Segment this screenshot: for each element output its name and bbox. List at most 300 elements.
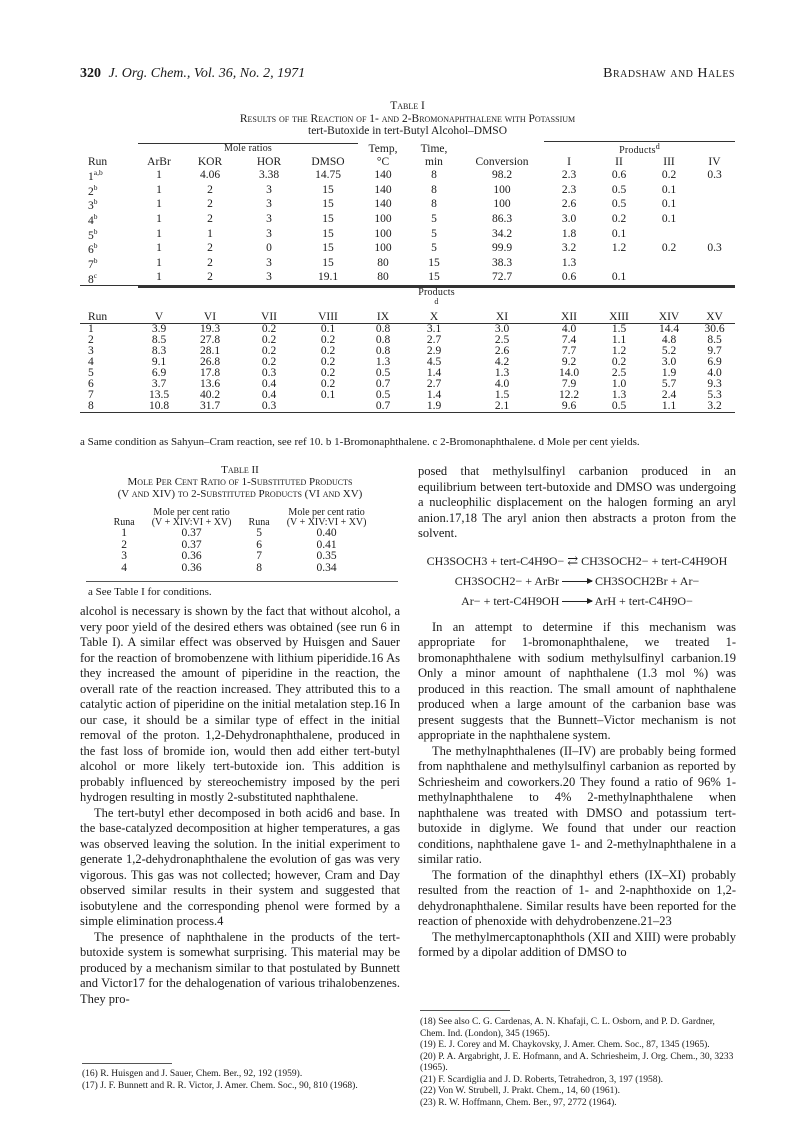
table-cell: 2.6 xyxy=(561,198,577,211)
table-cell: 0.37 xyxy=(181,538,202,551)
table1-footnote: a Same condition as Sahyun–Cram reaction, see ref 10. b 1-Bromonaphthalene. c 2-Bromonaphthalene. d Mole per cent yields. xyxy=(80,436,640,448)
table-cell: 38.3 xyxy=(491,256,513,269)
table-cell: 1.2 xyxy=(611,242,627,255)
paragraph: In an attempt to determine if this mechanism was appropriate for 1-bromonaphthalene, we treated 1-bromonaphthalene with sodium methylsulfinyl carbanion.19 Only a minor amount of naphthalene (1.3 mol %) was produced in this reaction. The small amount of naphthalene produced when a large amount of the carbanion base was present suggests that the Bunnett–Victor mechanism is not appropriate in the naphthalene system. xyxy=(418,619,736,742)
column-header: XV xyxy=(706,311,723,324)
table-cell: 30.6 xyxy=(704,323,725,336)
table1-body xyxy=(80,141,735,413)
mole-ratios-group: Mole ratios xyxy=(138,141,358,157)
table-cell: 6.9 xyxy=(151,367,167,380)
table-cell: 1.8 xyxy=(561,227,577,240)
table-cell: 0.2 xyxy=(261,323,277,336)
column-header: XI xyxy=(495,311,509,324)
table-cell: 15 xyxy=(428,256,440,269)
table1-header-row xyxy=(80,312,735,324)
table-cell: 19.1 xyxy=(317,271,339,284)
column-header: V xyxy=(154,311,164,324)
running-header xyxy=(80,66,735,86)
table-cell: 8 xyxy=(431,169,437,182)
table-cell: 5 xyxy=(431,242,437,255)
table-cell: 4.0 xyxy=(707,367,722,380)
table-cell: 0.2 xyxy=(261,334,277,347)
table-cell: 3 xyxy=(121,550,127,562)
table-cell: 14.75 xyxy=(315,169,341,182)
table-cell: 0.41 xyxy=(316,538,337,551)
column-header: I xyxy=(567,156,571,169)
table-cell: 5 xyxy=(256,527,262,539)
table-row xyxy=(80,183,735,198)
table-cell: 3.7 xyxy=(151,378,167,391)
table-cell xyxy=(694,183,735,198)
table-cell: 3 xyxy=(266,198,272,211)
table-cell: 1 xyxy=(207,227,213,240)
table-cell: 34.2 xyxy=(491,227,513,240)
table-cell: 1 xyxy=(156,256,162,269)
paragraph: The methylmercaptonaphthols (XII and XIII) were probably formed by a dipolar addition of DMSO to xyxy=(418,929,736,959)
column-header: XIV xyxy=(658,311,680,324)
table-row xyxy=(80,346,735,357)
table-cell xyxy=(298,401,358,413)
table-cell: 1 xyxy=(88,323,94,336)
table-cell: 15 xyxy=(322,198,334,211)
table-cell: 0.8 xyxy=(375,334,391,347)
table1 xyxy=(80,141,735,413)
table-cell: 0.35 xyxy=(316,550,337,562)
table-row xyxy=(80,390,735,401)
table-cell: 99.9 xyxy=(491,242,513,255)
table-cell: 3 xyxy=(88,345,94,358)
table-cell: 3.2 xyxy=(707,400,722,413)
table-cell: 0.6 xyxy=(561,271,577,284)
table-cell: 2$^b$ xyxy=(88,182,98,198)
table-cell: 72.7 xyxy=(491,271,513,284)
table-cell: 140 xyxy=(374,169,392,182)
table-row xyxy=(110,551,380,563)
table-cell xyxy=(644,271,694,286)
table-cell: 4 xyxy=(121,561,127,574)
table-cell: 27.8 xyxy=(199,334,221,347)
table2-body xyxy=(110,528,380,574)
table1-group-header xyxy=(80,141,735,157)
table-cell: 31.7 xyxy=(199,400,221,413)
table-cell: 8 xyxy=(431,183,437,196)
table-cell: 5.3 xyxy=(707,389,722,402)
column-header: Run xyxy=(88,156,108,169)
table-cell: 3 xyxy=(266,256,272,269)
table-cell xyxy=(694,271,735,286)
table-cell: 98.2 xyxy=(491,169,513,182)
table-cell: 1 xyxy=(156,212,162,225)
paragraph: posed that methylsulfinyl carbanion produced in an equilibrium between tert-butoxide and DMSO was undergoing a nucleophilic displacement on the halogen forming an aryl anion.17,18 The aryl anion then abstracts a proton from the solvent. xyxy=(418,464,736,540)
table-cell: 0.4 xyxy=(261,389,277,402)
table-cell: 0.4 xyxy=(261,378,277,391)
table-cell: 4.5 xyxy=(426,356,442,369)
table-cell: 0.2 xyxy=(661,169,677,182)
table-cell: 2.3 xyxy=(561,183,577,196)
table-cell: 15 xyxy=(322,256,334,269)
table-cell: 0.37 xyxy=(181,527,202,539)
table2-header-ratio-formula: (V + XIV:VI + XV) xyxy=(151,517,232,528)
table-cell: 0.3 xyxy=(261,400,277,413)
table-row xyxy=(80,401,735,413)
column-header: Conversion xyxy=(475,156,529,169)
table-cell: 4.8 xyxy=(661,334,677,347)
table-cell: 3.9 xyxy=(151,323,167,336)
table-row xyxy=(110,528,380,540)
table2-title-line1: Mole Per Cent Ratio of 1-Substituted Products xyxy=(127,476,353,488)
table-cell: 100 xyxy=(374,227,392,240)
left-references xyxy=(82,1069,402,1092)
table-cell: 3 xyxy=(266,183,272,196)
table-cell: 4.06 xyxy=(199,169,221,182)
table-cell: 14.4 xyxy=(658,323,680,336)
table-cell: 1.1 xyxy=(611,334,627,347)
table-cell: 2 xyxy=(207,242,213,255)
table1-group-header-2 xyxy=(80,286,735,313)
table-cell: 2.1 xyxy=(494,400,510,413)
table-cell: 100 xyxy=(374,212,392,225)
column-header: X xyxy=(429,311,439,324)
table-cell: 8.3 xyxy=(151,345,167,358)
table-cell: 140 xyxy=(374,183,392,196)
table-cell: 1.2 xyxy=(611,345,627,358)
table-cell: 3.2 xyxy=(561,242,577,255)
table-cell: 1.9 xyxy=(426,400,442,413)
table2-header-ratio: Mole per cent ratio xyxy=(153,507,230,518)
table-cell: 2.4 xyxy=(661,389,677,402)
table2-footnote: a See Table I for conditions. xyxy=(88,586,212,598)
table-cell: 6 xyxy=(256,538,262,551)
table-cell: 8.5 xyxy=(151,334,167,347)
reference-item: (16) R. Huisgen and J. Sauer, Chem. Ber., 92, 192 (1959). xyxy=(82,1069,303,1079)
table-cell: 0.1 xyxy=(661,198,677,211)
right-column-text xyxy=(418,464,736,961)
column-header: III xyxy=(663,156,675,169)
reaction-equations xyxy=(418,551,736,611)
column-header: VIII xyxy=(318,311,338,324)
table-cell: 3$^b$ xyxy=(88,197,98,213)
table-cell: 0.5 xyxy=(611,183,627,196)
table2-caption xyxy=(80,464,400,500)
table1-title-line2: tert-Butoxide in tert-Butyl Alcohol–DMSO xyxy=(308,125,507,137)
table-cell: 3.38 xyxy=(258,169,280,182)
table1-label: Table I xyxy=(390,100,425,112)
table-cell: 15 xyxy=(322,242,334,255)
table-cell: 0.2 xyxy=(320,356,336,369)
column-header: DMSO xyxy=(311,156,345,169)
table2-label: Table II xyxy=(221,464,259,476)
table-cell: 0.1 xyxy=(661,212,677,225)
table-cell: 8 xyxy=(256,561,262,574)
table-cell: 2 xyxy=(88,334,94,347)
table-cell: 1.1 xyxy=(661,400,677,413)
table-cell: 0.1 xyxy=(611,271,627,284)
table-cell xyxy=(694,212,735,227)
table-row xyxy=(80,197,735,212)
table-cell: 7.4 xyxy=(561,334,577,347)
table-cell: 7.7 xyxy=(561,345,577,358)
table-cell: 80 xyxy=(377,271,389,284)
table-cell: 9.3 xyxy=(707,378,722,391)
table-row xyxy=(80,335,735,346)
table-cell: 0.6 xyxy=(611,169,627,182)
table-row xyxy=(80,324,735,336)
table-cell: 0.5 xyxy=(375,389,391,402)
table-cell: 1 xyxy=(156,271,162,284)
table-row xyxy=(80,227,735,242)
table-cell: 0.7 xyxy=(375,378,391,391)
table-cell: 0.34 xyxy=(316,561,337,574)
table1-title-line1: Results of the Reaction of 1- and 2-Bromonaphthalene with Potassium xyxy=(239,112,576,125)
table-cell: 1.9 xyxy=(661,367,677,380)
table-cell: 2.7 xyxy=(426,378,442,391)
equation-3: Ar− + tert-C4H9OH ArH + tert-C4H9O− xyxy=(461,593,693,608)
table-cell: 2.9 xyxy=(426,345,442,358)
reference-item: (18) See also C. G. Cardenas, A. N. Khafaji, C. L. Osborn, and P. D. Gardner, Chem. Ind. (London), 345 (1965). xyxy=(420,1017,715,1039)
table-row xyxy=(80,357,735,368)
time-header: Time, xyxy=(420,142,448,155)
table-cell: 7$^b$ xyxy=(88,255,98,271)
footnote-rule xyxy=(420,1010,510,1011)
table-cell: 1.5 xyxy=(494,389,510,402)
table-cell: 15 xyxy=(322,183,334,196)
table-cell: 0.2 xyxy=(611,212,627,225)
table-cell: 10.8 xyxy=(148,400,170,413)
table2-header-run: Runa xyxy=(248,517,270,528)
table2-header-ratio-formula: (V + XIV:VI + XV) xyxy=(286,517,367,528)
table-cell: 80 xyxy=(377,256,389,269)
reference-item: (17) J. F. Bunnett and R. R. Victor, J. Amer. Chem. Soc., 90, 810 (1968). xyxy=(82,1080,358,1091)
temp-header: Temp, xyxy=(368,142,398,155)
column-header: XII xyxy=(561,311,577,324)
table-cell: 26.8 xyxy=(199,356,221,369)
table-cell: 5 xyxy=(88,367,94,380)
table-cell: 0.40 xyxy=(316,527,337,539)
table-cell: 1 xyxy=(156,183,162,196)
table2-bottom-rule xyxy=(86,581,398,582)
table-cell xyxy=(694,256,735,271)
right-references xyxy=(420,1017,738,1109)
table-cell: 9.6 xyxy=(561,400,577,413)
table-cell: 2 xyxy=(207,271,213,284)
table2-header-run: Runa xyxy=(113,517,135,528)
table-cell: 86.3 xyxy=(491,212,513,225)
table-cell: 2.5 xyxy=(494,334,510,347)
journal-citation: J. Org. Chem., Vol. 36, No. 2, 1971 xyxy=(108,66,306,81)
table-cell: 0.2 xyxy=(320,345,336,358)
table-cell: 3.1 xyxy=(426,323,442,336)
table-cell: 1.3 xyxy=(375,356,391,369)
table-cell: 2.3 xyxy=(561,169,577,182)
reference-item: (19) E. J. Corey and M. Chaykovsky, J. Amer. Chem. Soc., 87, 1345 (1965). xyxy=(420,1040,710,1050)
table-cell: 100 xyxy=(374,242,392,255)
table-cell: 0.2 xyxy=(320,378,336,391)
table-cell: 8 xyxy=(88,400,94,413)
column-header: min xyxy=(425,156,443,169)
table-cell xyxy=(694,197,735,212)
table-cell: 1 xyxy=(121,527,127,539)
column-header: XIII xyxy=(609,311,629,324)
paragraph: The methylnaphthalenes (II–IV) are probably being formed from naphthalene and methylsulfinyl carbanion as reported by Schriesheim and coworkers.20 They found a ratio of 96% 1-methylnaphthalene to 4% 2-methylnaphthalene when naphthalene was treated with DMSO and potassium tert-butoxide in diglyme. We found that under our reaction conditions, naphthalene gave 1- and 2-methylnaphthalene in a similar ratio. xyxy=(418,743,736,866)
table-cell: 0.2 xyxy=(611,356,627,369)
table-cell: 140 xyxy=(374,198,392,211)
table-cell: 28.1 xyxy=(199,345,221,358)
table-cell: 2 xyxy=(207,183,213,196)
table-cell: 100 xyxy=(493,198,511,211)
table-cell: 0.5 xyxy=(611,198,627,211)
table-cell: 9.7 xyxy=(707,345,722,358)
table-cell xyxy=(594,256,644,271)
reference-item: (20) P. A. Argabright, J. E. Hofmann, and A. Schriesheim, J. Org. Chem., 30, 3233 (1965). xyxy=(420,1051,734,1073)
table-cell: 1 xyxy=(156,227,162,240)
table-cell: 0.2 xyxy=(320,334,336,347)
table-cell: 4$^b$ xyxy=(88,212,98,227)
table1-caption xyxy=(80,100,735,138)
table-cell: 3 xyxy=(266,271,272,284)
table-cell: 1.4 xyxy=(426,367,442,380)
table-cell: 3.0 xyxy=(661,356,677,369)
table-cell: 1.4 xyxy=(426,389,442,402)
table-cell: 15 xyxy=(322,212,334,225)
paragraph: alcohol is necessary is shown by the fact that without alcohol, a very poor yield of the desired ethers was obtained (see run 6 in Table I). A similar effect was observed by Huisgen and Sauer for the reaction of bromobenzene with lithium piperidide.16 As they increased the amount of piperidine in the reaction, the overall rate of the reaction increased. They attributed this to a catalytic action of piperidine on the initial metalation step.16 In our case, it should be a similar type of effect in the initial removal of the proton. 1,2-Dehydronaphthalene, produced in the fast loss of bromide ion, would then add either tert-butyl alcohol or more likely tert-butoxide ion. This addition is probably influenced by stereochemistry imposed by the peri hydrogen resulting in mostly 2-substituted naphthalene. xyxy=(80,604,400,804)
table-row xyxy=(80,241,735,256)
column-header: II xyxy=(615,156,623,169)
column-header: IV xyxy=(708,156,721,169)
table-cell: 7 xyxy=(256,550,262,562)
table-cell: 2 xyxy=(207,212,213,225)
table-cell xyxy=(644,256,694,271)
running-authors: Bradshaw and Hales xyxy=(603,66,735,81)
table-cell: 1 xyxy=(156,198,162,211)
table-cell: 1.5 xyxy=(611,323,627,336)
column-header: VI xyxy=(203,311,217,324)
table-cell: 1$^{a,b}$ xyxy=(88,168,103,183)
table-cell: 2 xyxy=(121,538,127,551)
table-cell: 8$^c$ xyxy=(88,270,98,286)
table-cell: 0.3 xyxy=(261,367,277,380)
table-cell: 1.0 xyxy=(611,378,627,391)
table2-title-line2: (V and XIV) to 2-Substituted Products (VI and XV) xyxy=(117,488,363,500)
table-row xyxy=(110,563,380,575)
table-cell: 2 xyxy=(207,256,213,269)
table-cell: 1.3 xyxy=(494,367,510,380)
table-cell: 40.2 xyxy=(199,389,221,402)
table-cell: 9.1 xyxy=(151,356,167,369)
products-group: Products$^d$ xyxy=(138,286,735,313)
table-cell: 19.3 xyxy=(199,323,221,336)
reaction-arrow-icon xyxy=(562,601,592,602)
table-cell: 1 xyxy=(156,242,162,255)
table-cell: 0.7 xyxy=(375,400,391,413)
table-cell: 3.0 xyxy=(561,212,577,225)
table-cell: 13.6 xyxy=(199,378,221,391)
table-cell xyxy=(644,227,694,242)
table-cell: 4.0 xyxy=(561,323,577,336)
table-cell xyxy=(694,227,735,242)
column-header: IX xyxy=(376,311,390,324)
table-cell: 2.7 xyxy=(426,334,442,347)
equation-1: CH3SOCH3 + tert-C4H9O− ⇄ CH3SOCH2− + tert-C4H9OH xyxy=(426,552,728,568)
table-row xyxy=(80,168,735,183)
table-cell: 0.3 xyxy=(707,242,722,255)
footnote-rule xyxy=(82,1063,172,1064)
table-cell: 0.36 xyxy=(181,561,202,574)
table-cell: 3.0 xyxy=(494,323,510,336)
paragraph: The presence of naphthalene in the products of the tert-butoxide system is somewhat surprising. This material may be produced by a mechanism similar to that postulated by Bunnett and Victor17 for the dehalogenation of various trihalobenzenes. They pro- xyxy=(80,929,400,1006)
table-cell: 5.7 xyxy=(661,378,677,391)
table-cell: 0.2 xyxy=(261,356,277,369)
table-cell: 0.2 xyxy=(661,242,677,255)
table-cell: 17.8 xyxy=(199,367,221,380)
table-cell: 0.1 xyxy=(611,227,627,240)
column-header: HOR xyxy=(256,156,282,169)
table-cell: 5.2 xyxy=(661,345,677,358)
table-cell: 0 xyxy=(266,242,272,255)
column-header: KOR xyxy=(197,156,223,169)
table-cell: 0.2 xyxy=(320,367,336,380)
table-cell: 0.8 xyxy=(375,323,391,336)
equation-2: CH3SOCH2− + ArBr CH3SOCH2Br + Ar− xyxy=(454,573,700,588)
reference-item: (22) Von W. Strubell, J. Prakt. Chem., 14, 60 (1961). xyxy=(420,1086,620,1096)
table-cell: 1 xyxy=(156,169,162,182)
column-header: °C xyxy=(376,156,390,169)
table-cell: 3 xyxy=(266,212,272,225)
reference-item: (21) F. Scardiglia and J. D. Roberts, Tetrahedron, 3, 197 (1958). xyxy=(420,1074,663,1085)
reference-item: (23) R. W. Hoffmann, Chem. Ber., 97, 2772 (1964). xyxy=(420,1097,617,1108)
table-cell: 5 xyxy=(431,212,437,225)
table-cell: 0.1 xyxy=(320,323,336,336)
table-row xyxy=(110,540,380,552)
table-cell: 1.3 xyxy=(611,389,627,402)
table-cell: 2.5 xyxy=(611,367,627,380)
paragraph: The formation of the dinaphthyl ethers (IX–XI) probably resulted from the reaction of 1- and 2-naphthoxide on 1,2-dehydronaphthalene. Similar results have been reported for the reaction of phenoxide with dehydrobenzene.21–23 xyxy=(418,867,736,928)
table-cell: 5 xyxy=(431,227,437,240)
table-cell: 13.5 xyxy=(148,389,170,402)
reaction-arrow-icon xyxy=(562,581,592,582)
table-cell: 0.5 xyxy=(375,367,391,380)
table-cell: 9.2 xyxy=(561,356,577,369)
table-cell: 2 xyxy=(207,198,213,211)
table-cell: 0.1 xyxy=(661,183,677,196)
table1-header-row xyxy=(80,157,735,168)
table-cell: 7 xyxy=(88,389,94,402)
table2 xyxy=(110,508,380,574)
table-cell: 8.5 xyxy=(707,334,722,347)
table-cell: 5$^b$ xyxy=(88,226,98,242)
table-cell: 0.5 xyxy=(611,400,627,413)
table-cell: 15 xyxy=(322,227,334,240)
table-row xyxy=(80,368,735,379)
table-cell: 12.2 xyxy=(558,389,580,402)
page-number: 320 xyxy=(80,66,101,81)
table-row xyxy=(80,271,735,286)
paragraph: The tert-butyl ether decomposed in both acid6 and base. In the base-catalyzed decomposition at higher temperatures, a gas was observed leaving the solution. In the initial experiment to generate 1,2-dehydronaphthalene the evolution of gas was very vigorous. This gas was not collected; however, Cram and Day observed similar results in their system and suggested that isobutylene and the corresponding phenol were formed by a simple elimination process.4 xyxy=(80,805,400,928)
table-cell: 8 xyxy=(431,198,437,211)
table-cell: 7.9 xyxy=(561,378,577,391)
table-cell: 2.6 xyxy=(494,345,510,358)
left-column-text xyxy=(80,604,400,1007)
table-row xyxy=(80,212,735,227)
table-cell: 15 xyxy=(428,271,440,284)
table-cell: 1.3 xyxy=(561,256,577,269)
table-cell: 0.3 xyxy=(707,169,722,182)
table-cell: 3 xyxy=(266,227,272,240)
table-cell: 14.0 xyxy=(558,367,580,380)
table-cell: 6$^b$ xyxy=(88,241,98,257)
table-cell: 4.2 xyxy=(494,356,510,369)
column-header: Run xyxy=(88,311,108,324)
table-row xyxy=(80,256,735,271)
